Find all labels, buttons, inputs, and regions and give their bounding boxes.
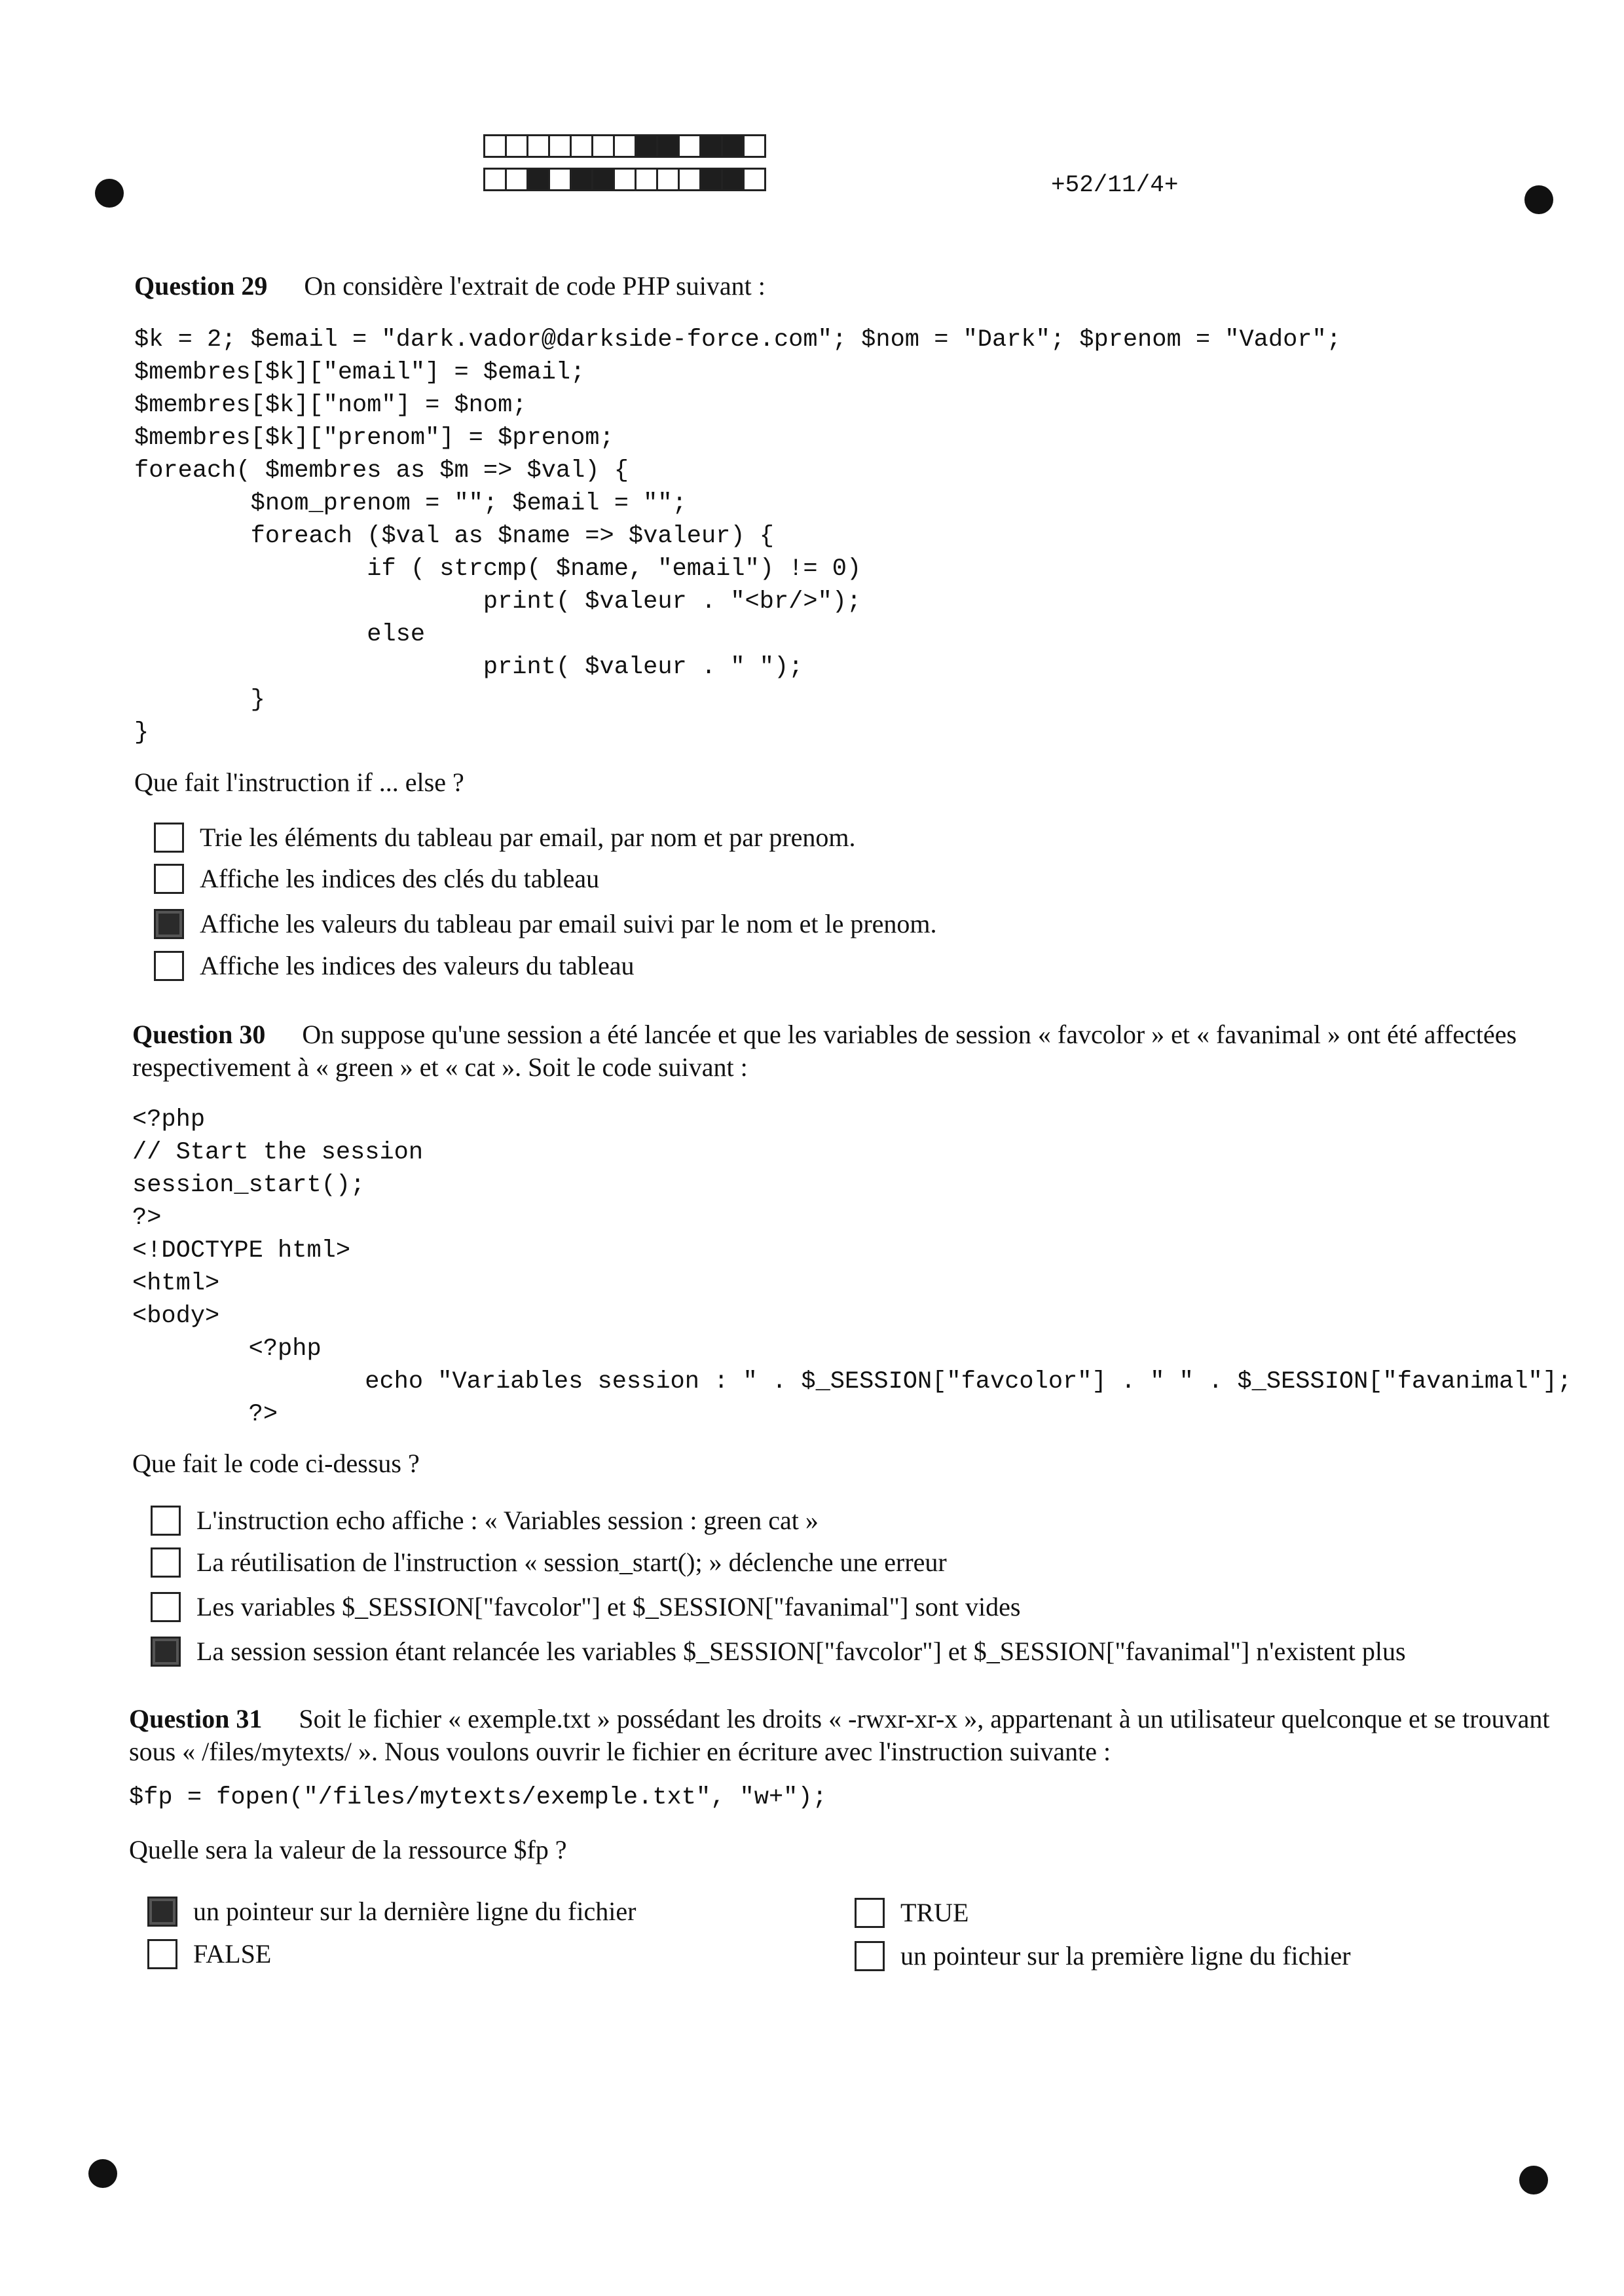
barcode-cell: [743, 134, 766, 158]
q29-code: $k = 2; $email = "dark.vador@darkside-force.com"; $nom = "Dark"; $prenom = "Vador"; $membres[$k]["email"] = $email; $membres[$k]["nom"] = $nom; $membres[$k]["prenom"] = $prenom; foreach( $membres as $m => $val) { $nom_prenom = ""; $email = ""; foreach ($val as $name => $valeur) { if ( strcmp( $name, "email") != 0) print( $valeur . "<br/>"); else print( $valeur . " "); } }: [134, 326, 1341, 747]
option-label: Affiche les valeurs du tableau par email suivi par le nom et le prenom.: [200, 909, 937, 938]
registration-dot-top-left: [95, 179, 124, 208]
barcode-cell: [656, 134, 680, 158]
q29-option-3[interactable]: [154, 908, 937, 939]
barcode-cell: [721, 168, 745, 191]
q31-option-2[interactable]: [147, 1938, 271, 1969]
q30-option-1[interactable]: [151, 1505, 819, 1536]
q30-question: Que fait le code ci-dessus ?: [132, 1449, 420, 1478]
q30-intro: On suppose qu'une session a été lancée et que les variables de session « favcolor » et « favanimal » ont été affectées respectivement à « green » et « cat ». Soit le code suivant :: [132, 1020, 1517, 1082]
q30-option-3[interactable]: [151, 1591, 1020, 1622]
q31-code: $fp = fopen("/files/mytexts/exemple.txt", "w+");: [129, 1784, 827, 1811]
registration-dot-bottom-right: [1519, 2166, 1548, 2194]
barcode-cell: [699, 168, 723, 191]
option-label: Affiche les indices des clés du tableau: [200, 864, 600, 893]
q31-option-4[interactable]: [855, 1940, 1351, 1971]
q30-header: [132, 1018, 1560, 1084]
option-label: un pointeur sur la première ligne du fichier: [900, 1941, 1351, 1971]
option-label: Les variables $_SESSION["favcolor"] et $_SESSION["favanimal"] sont vides: [196, 1592, 1021, 1621]
q29-question: Que fait l'instruction if ... else ?: [134, 768, 464, 797]
q29-intro: On considère l'extrait de code PHP suivant :: [304, 271, 766, 301]
checkbox[interactable]: [151, 1592, 181, 1622]
barcode-row-1: [483, 134, 764, 158]
barcode-cell: [678, 168, 701, 191]
q29-option-1[interactable]: [154, 822, 856, 853]
option-label: La session session étant relancée les variables $_SESSION["favcolor"] et $_SESSION["favanimal"] n'existent plus: [196, 1637, 1406, 1666]
q31-option-3[interactable]: [855, 1897, 969, 1928]
option-label: Affiche les indices des valeurs du tableau: [200, 951, 635, 980]
barcode-cell: [483, 168, 507, 191]
option-label: L'instruction echo affiche : « Variables session : green cat »: [196, 1506, 819, 1535]
checkbox[interactable]: [151, 1506, 181, 1536]
checkbox[interactable]: [151, 1547, 181, 1578]
q31-header: [129, 1703, 1557, 1768]
option-label: Trie les éléments du tableau par email, par nom et par prenom.: [200, 823, 856, 852]
page-id: +52/11/4+: [1051, 172, 1179, 198]
q31-intro: Soit le fichier « exemple.txt » possédant les droits « -rwxr-xr-x », appartenant à un utilisateur quelconque et se trouvant sous « /files/mytexts/ ». Nous voulons ouvrir le fichier en écriture avec l'instruction suivante :: [129, 1704, 1550, 1766]
barcode-row-2: [483, 168, 764, 191]
q29-option-4[interactable]: [154, 950, 634, 981]
option-label: un pointeur sur la dernière ligne du fichier: [193, 1897, 637, 1926]
barcode-cell: [526, 168, 550, 191]
option-label: FALSE: [193, 1939, 272, 1969]
barcode-cell: [721, 134, 745, 158]
q29-header: [134, 270, 766, 303]
q29-option-2[interactable]: [154, 863, 599, 894]
option-label: La réutilisation de l'instruction « session_start(); » déclenche une erreur: [196, 1547, 947, 1577]
barcode-cell: [548, 134, 572, 158]
checkbox[interactable]: [147, 1939, 177, 1969]
q30-code: <?php // Start the session session_start(); ?> <!DOCTYPE html> <html> <body> <?php echo "Variables session : " . $_SESSION["favcolor"] . " " . $_SESSION["favanimal"]; ?>: [132, 1106, 1572, 1428]
barcode-cell: [570, 134, 593, 158]
checkbox[interactable]: [855, 1941, 885, 1971]
checkbox[interactable]: [151, 1637, 181, 1667]
q30-number: Question 30: [132, 1020, 266, 1049]
barcode-cell: [743, 168, 766, 191]
q31-number: Question 31: [129, 1704, 263, 1733]
barcode-cell: [613, 168, 637, 191]
checkbox[interactable]: [154, 951, 184, 981]
q31-question: Quelle sera la valeur de la ressource $fp ?: [129, 1835, 567, 1864]
barcode-cell: [591, 134, 615, 158]
checkbox[interactable]: [154, 909, 184, 939]
q30-option-2[interactable]: [151, 1547, 947, 1578]
registration-dot-top-right: [1524, 185, 1553, 214]
barcode-cell: [570, 168, 593, 191]
barcode-cell: [699, 134, 723, 158]
q31-option-1[interactable]: [147, 1896, 636, 1927]
barcode-cell: [505, 134, 528, 158]
barcode-cell: [635, 168, 658, 191]
barcode-cell: [613, 134, 637, 158]
barcode-cell: [548, 168, 572, 191]
barcode-cell: [656, 168, 680, 191]
q29-number: Question 29: [134, 271, 268, 301]
q30-option-4[interactable]: [151, 1636, 1406, 1667]
checkbox[interactable]: [154, 864, 184, 894]
barcode-cell: [526, 134, 550, 158]
barcode-cell: [678, 134, 701, 158]
registration-dot-bottom-left: [88, 2159, 117, 2188]
checkbox[interactable]: [147, 1897, 177, 1927]
barcode-cell: [635, 134, 658, 158]
barcode-cell: [591, 168, 615, 191]
checkbox[interactable]: [154, 823, 184, 853]
barcode-cell: [505, 168, 528, 191]
barcode-cell: [483, 134, 507, 158]
option-label: TRUE: [900, 1898, 969, 1927]
checkbox[interactable]: [855, 1898, 885, 1928]
